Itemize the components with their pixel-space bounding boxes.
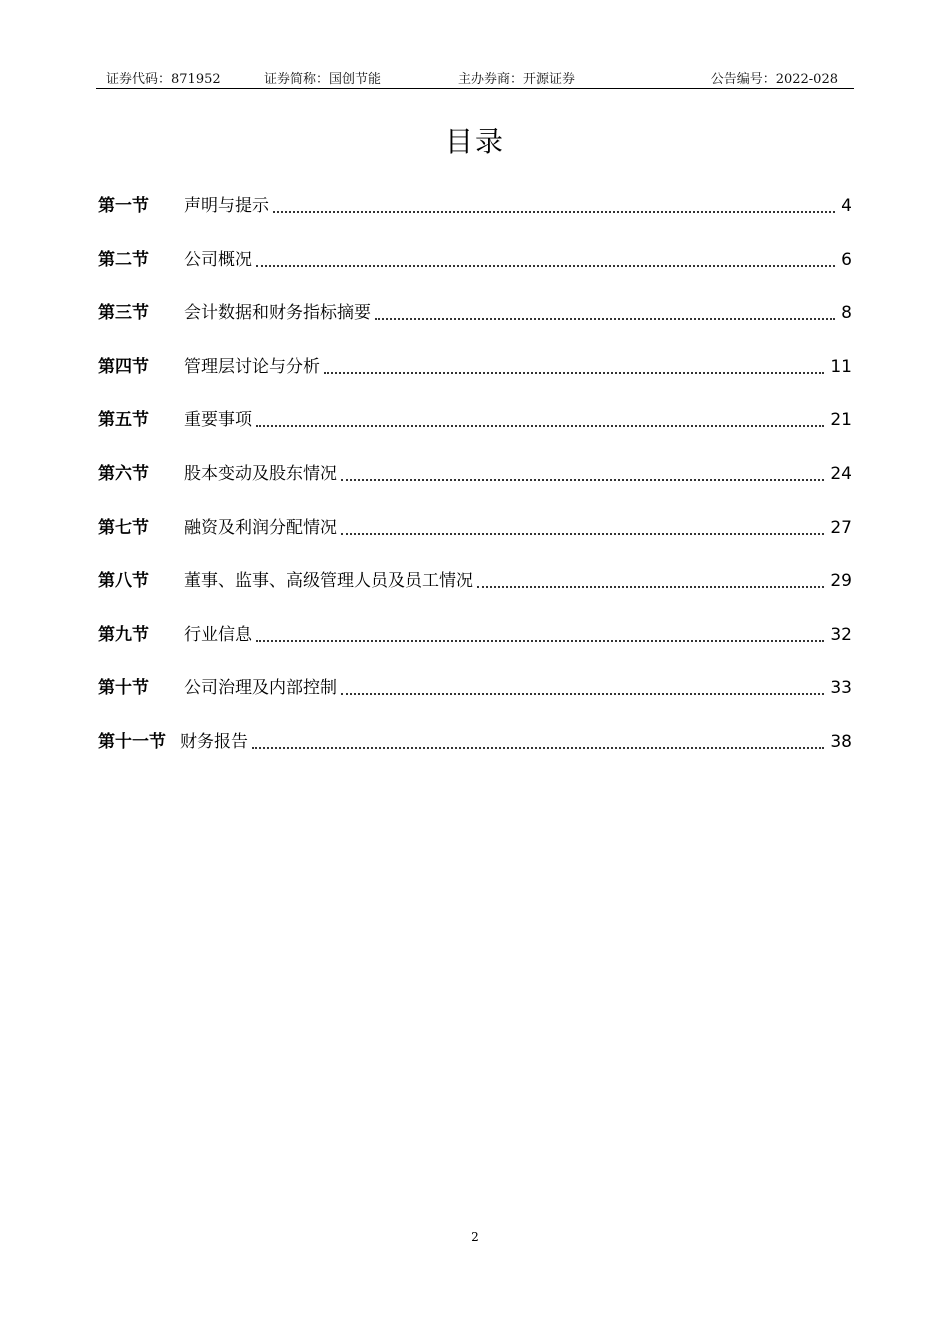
toc-entry[interactable] <box>98 515 852 569</box>
toc-page-number: 24 <box>830 463 852 484</box>
toc-section-number: 第八节 <box>98 571 149 592</box>
toc-section-number: 第二节 <box>98 249 149 270</box>
toc-section-title: 声明与提示 <box>184 196 269 216</box>
page-header <box>96 66 854 89</box>
toc-page-number: 33 <box>830 678 852 699</box>
toc-page-number: 38 <box>830 731 852 752</box>
toc-section-number: 第一节 <box>98 196 149 216</box>
toc-page-number: 29 <box>830 571 852 592</box>
toc-dot-leader <box>273 193 835 213</box>
toc-section-number: 第九节 <box>98 624 149 645</box>
toc-dot-leader <box>375 300 835 320</box>
toc-section-number: 第六节 <box>98 463 149 484</box>
toc-section-number: 第三节 <box>98 303 149 324</box>
toc-entry[interactable] <box>98 461 852 515</box>
toc-section-title: 董事、监事、高级管理人员及员工情况 <box>184 571 473 592</box>
toc-page-number: 21 <box>830 410 852 431</box>
toc-entry[interactable] <box>98 675 852 729</box>
toc-dot-leader <box>341 515 824 535</box>
toc-dot-leader <box>341 675 824 695</box>
toc-page-number: 32 <box>830 624 852 645</box>
table-of-contents <box>98 193 852 783</box>
toc-page-number: 6 <box>841 249 852 270</box>
page-number: 2 <box>471 1230 479 1244</box>
stock-code: 证券代码：871952 <box>106 72 221 87</box>
toc-dot-leader <box>341 461 824 481</box>
toc-entry[interactable] <box>98 247 852 301</box>
toc-entry[interactable] <box>98 729 852 783</box>
toc-entry[interactable] <box>98 300 852 354</box>
page-title: 目录 <box>444 125 505 158</box>
toc-entry[interactable] <box>98 568 852 622</box>
toc-entry[interactable] <box>98 354 852 408</box>
toc-entry[interactable] <box>98 407 852 461</box>
toc-dot-leader <box>256 247 835 267</box>
toc-dot-leader <box>256 407 824 427</box>
toc-section-title: 股本变动及股东情况 <box>184 463 337 484</box>
toc-dot-leader <box>477 568 824 588</box>
stock-abbreviation: 证券简称：国创节能 <box>264 72 382 87</box>
toc-section-title: 公司治理及内部控制 <box>184 678 337 699</box>
toc-section-title: 会计数据和财务指标摘要 <box>184 303 371 324</box>
toc-dot-leader <box>256 622 824 642</box>
toc-section-title: 融资及利润分配情况 <box>184 517 337 538</box>
toc-entry[interactable] <box>98 622 852 676</box>
toc-section-number: 第四节 <box>98 356 149 377</box>
toc-section-number: 第五节 <box>98 410 149 431</box>
toc-page-number: 27 <box>830 517 852 538</box>
toc-section-title: 公司概况 <box>184 249 252 270</box>
toc-section-number: 第十一节 <box>98 731 166 752</box>
toc-dot-leader <box>324 354 824 374</box>
toc-dot-leader <box>252 729 824 749</box>
toc-section-number: 第七节 <box>98 517 149 538</box>
toc-page-number: 8 <box>841 303 852 324</box>
sponsor-broker: 主办券商：开源证券 <box>458 72 576 87</box>
toc-section-number: 第十节 <box>98 678 149 699</box>
toc-section-title: 重要事项 <box>184 410 252 431</box>
toc-entry[interactable] <box>98 193 852 247</box>
toc-section-title: 财务报告 <box>180 731 248 752</box>
toc-page-number: 11 <box>830 356 852 377</box>
toc-section-title: 管理层讨论与分析 <box>184 356 320 377</box>
toc-page-number: 4 <box>841 196 852 216</box>
toc-section-title: 行业信息 <box>184 624 252 645</box>
announcement-number: 公告编号：2022-028 <box>710 72 838 87</box>
